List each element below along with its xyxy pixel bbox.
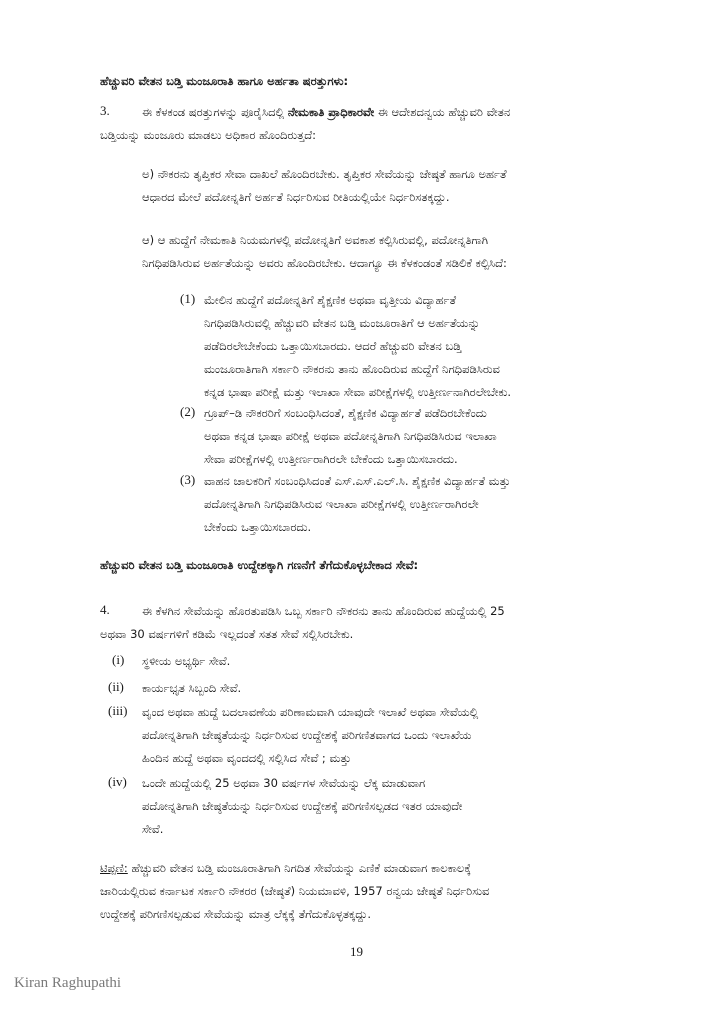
- note-text: ಹೆಚ್ಚುವರಿ ವೇತನ ಬಡ್ತಿ ಮಂಜೂರಾತಿಗಾಗಿ ನಿಗದಿತ ಸೇವೆಯನ್ನು ಎಣಿಕೆ ಮಾಡುವಾಗ ಕಾಲಕಾಲಕ್ಕೆ: [131, 861, 472, 875]
- condition-a-line2: ಆಧಾರದ ಮೇಲೆ ಪದೋನ್ನತಿಗೆ ಅರ್ಹತೆ ನಿರ್ಧರಿಸುವ ರೀತಿಯಲ್ಲಿಯೇ ನಿರ್ಧರಿಸತಕ್ಕದ್ದು.: [142, 190, 450, 204]
- note-line2: ಜಾರಿಯಲ್ಲಿರುವ ಕರ್ನಾಟಕ ಸರ್ಕಾರಿ ನೌಕರರ (ಜೇಷ್ಠತೆ) ನಿಯಮಾವಳಿ, 1957 ರನ್ವಯ ಜೇಷ್ಠತೆ ನಿರ್ಧರಿಸುವ: [100, 884, 490, 898]
- relaxation1-line: ನಿಗಧಿಪಡಿಸಿರುವಲ್ಲಿ ಹೆಚ್ಚುವರಿ ವೇತನ ಬಡ್ತಿ ಮಂಜೂರಾತಿಗೆ ಆ ಅರ್ಹತೆಯನ್ನು: [204, 316, 480, 330]
- relaxation2-line: ಗ್ರೂಪ್–ಡಿ ನೌಕರರಿಗೆ ಸಂಬಂಧಿಸಿದಂತೆ, ಶೈಕ್ಷಣಿಕ ವಿದ್ಯಾರ್ಹತೆ ಪಡೆದಿರಬೇಕೆಂದು: [204, 406, 487, 420]
- section-heading-eligibility: ಹೆಚ್ಚುವರಿ ವೇತನ ಬಡ್ತಿ ಮಂಜೂರಾತಿ ಹಾಗೂ ಅರ್ಹತಾ ಷರತ್ತುಗಳು:: [100, 74, 349, 88]
- note-line1: [100, 860, 471, 876]
- exclusion-line: ಕಾರ್ಯಭೃತ ಸಿಬ್ಬಂದಿ ಸೇವೆ.: [142, 681, 242, 695]
- condition-aa-line2: ನಿಗಧಿಪಡಿಸಿರುವ ಅರ್ಹತೆಯನ್ನು ಅವರು ಹೊಂದಿರಬೇಕು. ಆದಾಗ್ಯೂ ಈ ಕೆಳಕಂಡಂತೆ ಸಡಿಲಿಕೆ ಕಲ್ಪಿಸಿದೆ:: [142, 256, 507, 270]
- exclusion-line: ಪದೋನ್ನತಿಗಾಗಿ ಜೇಷ್ಠತೆಯನ್ನು ನಿರ್ಧರಿಸುವ ಉದ್ದೇಶಕ್ಕೆ ಪರಿಗಣಿತವಾಗದ ಒಂದು ಇಲಾಖೆಯ: [142, 728, 472, 742]
- note-label: ಟಿಪ್ಪಣಿ:: [100, 861, 128, 875]
- para3-text: ಈ ಆದೇಶದನ್ವಯ ಹೆಚ್ಚುವರಿ ವೇತನ: [377, 105, 511, 119]
- relaxation1-line: ಮಂಜೂರಾತಿಗಾಗಿ ಸರ್ಕಾರಿ ನೌಕರನು ತಾನು ಹೊಂದಿರುವ ಹುದ್ದೆಗೆ ನಿಗಧಿಪಡಿಸಿರುವ: [204, 362, 500, 376]
- relaxation1-line: ಕನ್ನಡ ಭಾಷಾ ಪರೀಕ್ಷೆ ಮತ್ತು ಇಲಾಖಾ ಸೇವಾ ಪರೀಕ್ಷೆಗಳಲ್ಲಿ ಉತ್ತೀರ್ಣನಾಗಿರಲೇಬೇಕು.: [204, 385, 512, 399]
- relaxation-number: (3): [180, 472, 196, 487]
- exclusion-line: ಸ್ಥಳೀಯ ಅಭ್ಯರ್ಥಿ ಸೇವೆ.: [142, 654, 231, 668]
- relaxation1-line: ಪಡೆದಿರಲೇಬೇಕೆಂದು ಒತ್ತಾಯಿಸಬಾರದು. ಆದರೆ ಹೆಚ್ಚುವರಿ ವೇತನ ಬಡ್ತಿ: [204, 339, 462, 353]
- exclusion-numeral: (ii): [108, 679, 124, 694]
- para-number: 3.: [100, 103, 110, 118]
- para-number: 4.: [100, 602, 110, 617]
- page-number: 19: [350, 944, 363, 959]
- para4-line1: ಈ ಕೆಳಗಿನ ಸೇವೆಯನ್ನು ಹೊರತುಪಡಿಸಿ ಒಬ್ಬ ಸರ್ಕಾರಿ ನೌಕರನು ತಾನು ಹೊಂದಿರುವ ಹುದ್ದೆಯಲ್ಲಿ 25: [142, 604, 505, 618]
- exclusion-line: ಹಿಂದಿನ ಹುದ್ದೆ ಅಥವಾ ವೃಂದದಲ್ಲಿ ಸಲ್ಲಿಸಿದ ಸೇವೆ ; ಮತ್ತು: [142, 751, 352, 765]
- para3-text: ಈ ಕೆಳಕಂಡ ಷರತ್ತುಗಳನ್ನು ಪೂರೈಸಿದಲ್ಲಿ: [142, 105, 285, 119]
- note-line3: ಉದ್ದೇಶಕ್ಕೆ ಪರಿಗಣಿಸಲ್ಪಡುವ ಸೇವೆಯನ್ನು ಮಾತ್ರ ಲೆಕ್ಕಕ್ಕೆ ತೆಗೆದುಕೊಳ್ಳತಕ್ಕದ್ದು.: [100, 907, 371, 921]
- exclusion-line: ಒಂದೇ ಹುದ್ದೆಯಲ್ಲಿ 25 ಅಥವಾ 30 ವರ್ಷಗಳ ಸೇವೆಯನ್ನು ಲೆಕ್ಕ ಮಾಡುವಾಗ: [142, 776, 426, 790]
- exclusion-numeral: (i): [112, 652, 125, 667]
- para4-line2: ಅಥವಾ 30 ವರ್ಷಗಳಿಗೆ ಕಡಿಮೆ ಇಲ್ಲದಂತೆ ಸತತ ಸೇವೆ ಸಲ್ಲಿಸಿರಬೇಕು.: [100, 627, 354, 641]
- exclusion-line: ವೃಂದ ಅಥವಾ ಹುದ್ದೆ ಬದಲಾವಣೆಯ ಪರಿಣಾಮವಾಗಿ ಯಾವುದೇ ಇಲಾಖೆ ಅಥವಾ ಸೇವೆಯಲ್ಲಿ: [142, 705, 479, 719]
- relaxation-number: (2): [180, 404, 196, 419]
- watermark-author: Kiran Raghupathi: [14, 975, 122, 991]
- exclusion-line: ಪದೋನ್ನತಿಗಾಗಿ ಜೇಷ್ಠತೆಯನ್ನು ನಿರ್ಧರಿಸುವ ಉದ್ದೇಶಕ್ಕೆ ಪರಿಗಣಿಸಲ್ಪಡದ ಇತರ ಯಾವುದೇ: [142, 799, 463, 813]
- exclusion-numeral: (iv): [108, 774, 127, 789]
- relaxation3-line: ಪದೋನ್ನತಿಗಾಗಿ ನಿಗಧಿಪಡಿಸಿರುವ ಇಲಾಖಾ ಪರೀಕ್ಷೆಗಳಲ್ಲಿ ಉತ್ತೀರ್ಣರಾಗಿರಲೇ: [204, 497, 479, 511]
- condition-a-line1: ಅ) ನೌಕರನು ತೃಪ್ತಿಕರ ಸೇವಾ ದಾಖಲೆ ಹೊಂದಿರಬೇಕು. ತೃಪ್ತಿಕರ ಸೇವೆಯನ್ನು ಜೇಷ್ಠತೆ ಹಾಗೂ ಅರ್ಹತೆ: [142, 167, 507, 181]
- relaxation3-line: ವಾಹನ ಚಾಲಕರಿಗೆ ಸಂಬಂಧಿಸಿದಂತೆ ಎಸ್.ಎಸ್.ಎಲ್.ಸಿ. ಶೈಕ್ಷಣಿಕ ವಿದ್ಯಾರ್ಹತೆ ಮತ್ತು: [204, 474, 511, 488]
- para3-line1: [142, 104, 510, 120]
- relaxation2-line: ಅಥವಾ ಕನ್ನಡ ಭಾಷಾ ಪರೀಕ್ಷೆ ಅಥವಾ ಪದೋನ್ನತಿಗಾಗಿ ನಿಗಧಿಪಡಿಸಿರುವ ಇಲಾಖಾ: [204, 429, 497, 443]
- relaxation3-line: ಬೇಕೆಂದು ಒತ್ತಾಯಿಸಬಾರದು.: [204, 520, 312, 534]
- para3-bold-authority: ನೇಮಕಾತಿ ಪ್ರಾಧಿಕಾರವೇ: [287, 105, 375, 119]
- relaxation2-line: ಸೇವಾ ಪರೀಕ್ಷೆಗಳಲ್ಲಿ ಉತ್ತೀರ್ಣರಾಗಿರಲೇ ಬೇಕೆಂದು ಒತ್ತಾಯಿಸಬಾರದು.: [204, 452, 458, 466]
- relaxation-number: (1): [180, 291, 196, 306]
- para3-line2: ಬಡ್ತಿಯನ್ನು ಮಂಜೂರು ಮಾಡಲು ಅಧಿಕಾರ ಹೊಂದಿರುತ್ತದೆ:: [100, 128, 317, 142]
- exclusion-line: ಸೇವೆ.: [142, 822, 164, 836]
- section-heading-service: ಹೆಚ್ಚುವರಿ ವೇತನ ಬಡ್ತಿ ಮಂಜೂರಾತಿ ಉದ್ದೇಶಕ್ಕಾಗಿ ಗಣನೆಗೆ ತೆಗೆದುಕೊಳ್ಳಬೇಕಾದ ಸೇವೆ:: [100, 558, 419, 572]
- condition-aa-line1: ಆ) ಆ ಹುದ್ದೆಗೆ ನೇಮಕಾತಿ ನಿಯಮಗಳಲ್ಲಿ ಪದೋನ್ನತಿಗೆ ಅವಕಾಶ ಕಲ್ಪಿಸಿರುವಲ್ಲಿ, ಪದೋನ್ನತಿಗಾಗಿ: [142, 233, 489, 247]
- relaxation1-line: ಮೇಲಿನ ಹುದ್ದೆಗೆ ಪದೋನ್ನತಿಗೆ ಶೈಕ್ಷಣಿಕ ಅಥವಾ ವೃತ್ತೀಯ ವಿದ್ಯಾರ್ಹತೆ: [204, 293, 457, 307]
- exclusion-numeral: (iii): [108, 703, 128, 718]
